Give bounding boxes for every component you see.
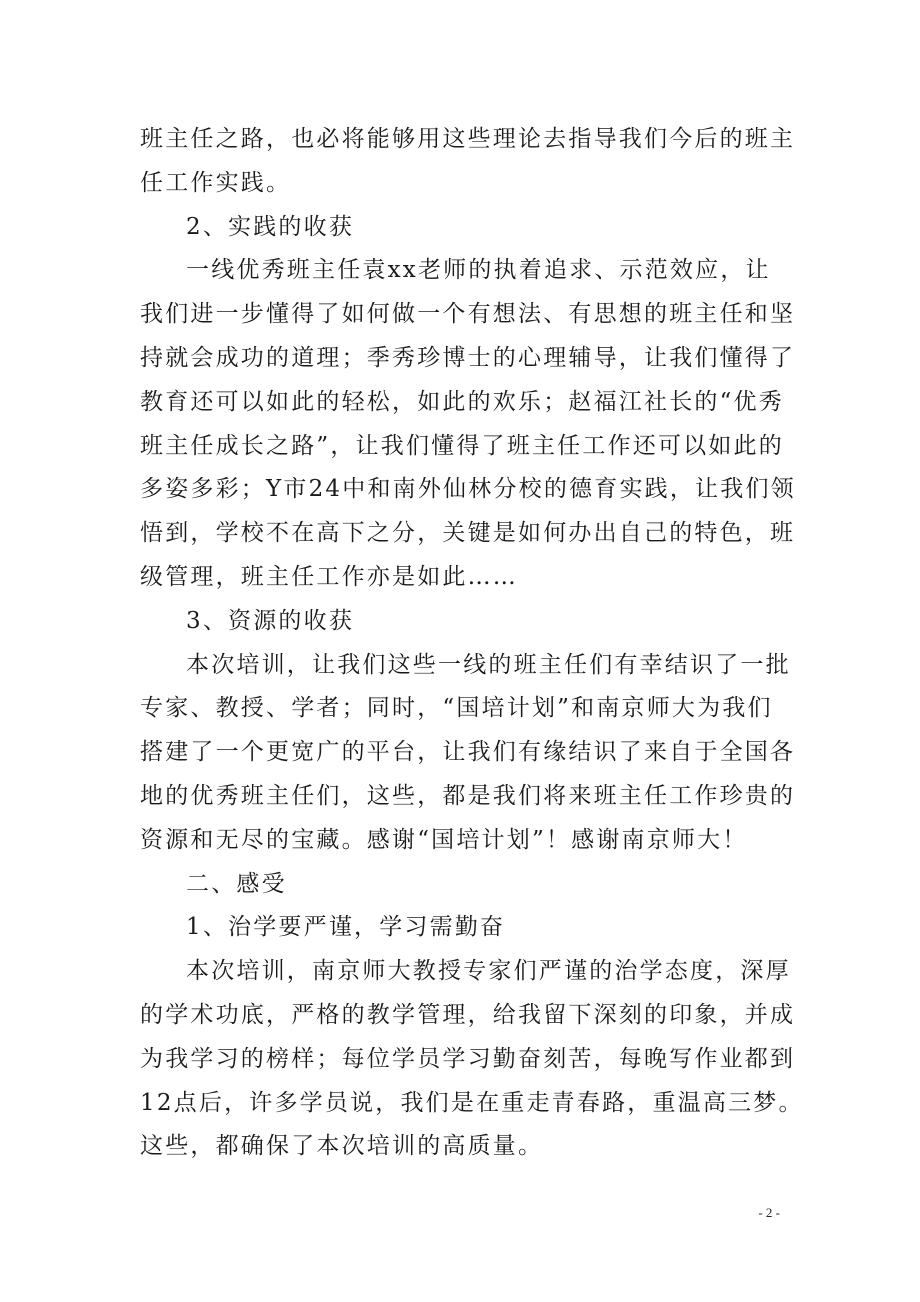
- text-line: 持就会成功的道理；季秀珍博士的心理辅导，让我们懂得了: [140, 344, 796, 371]
- text-line: 专家、教授、学者；同时，“国培计划”和南京师大为我们: [140, 695, 773, 722]
- text-line: 资源和无尽的宝藏。感谢“国培计划”！感谢南京师大！: [140, 826, 748, 853]
- document-body: [140, 118, 804, 1169]
- text-line: 级管理，班主任工作亦是如此……: [140, 563, 518, 590]
- text-line: 12点后，许多学员说，我们是在重走青春路，重温高三梦。: [140, 1089, 804, 1116]
- paragraph-start-line: 本次培训，南京师大教授专家们严谨的治学态度，深厚: [186, 958, 791, 985]
- text-line: 搭建了一个更宽广的平台，让我们有缘结识了来自于全国各: [140, 739, 796, 766]
- section-heading: 2、实践的收获: [186, 213, 355, 240]
- text-line: 任工作实践。: [140, 169, 292, 196]
- text-line: 班主任之路，也必将能够用这些理论去指导我们今后的班主: [140, 126, 796, 152]
- text-line: 教育还可以如此的轻松，如此的欢乐；赵福江社长的“优秀: [140, 388, 784, 415]
- text-line: 悟到，学校不在高下之分，关键是如何办出自己的特色，班: [140, 520, 796, 547]
- section-heading: 二、感受: [186, 870, 287, 897]
- paragraph-start-line: 一线优秀班主任袁xx老师的执着追求、示范效应，让: [186, 257, 771, 284]
- text-line: 我们进一步懂得了如何做一个有想法、有思想的班主任和坚: [140, 301, 796, 328]
- text-line: 班主任成长之路”，让我们懂得了班主任工作还可以如此的: [140, 432, 784, 459]
- text-line: 地的优秀班主任们，这些，都是我们将来班主任工作珍贵的: [140, 782, 796, 809]
- text-line: 多姿多彩；Y市24中和南外仙林分校的德育实践，让我们领: [140, 476, 796, 503]
- text-line: 的学术功底，严格的教学管理，给我留下深刻的印象，并成: [140, 1001, 796, 1028]
- section-heading: 3、资源的收获: [186, 607, 355, 634]
- subsection-heading: 1、治学要严谨，学习需勤奋: [186, 914, 506, 941]
- text-line: 为我学习的榜样；每位学员学习勤奋刻苦，每晚写作业都到: [140, 1045, 796, 1072]
- text-line: 这些，都确保了本次培训的高质量。: [140, 1133, 544, 1160]
- page-number: - 2 -: [758, 1205, 780, 1220]
- paragraph-start-line: 本次培训，让我们这些一线的班主任们有幸结识了一批: [186, 651, 791, 678]
